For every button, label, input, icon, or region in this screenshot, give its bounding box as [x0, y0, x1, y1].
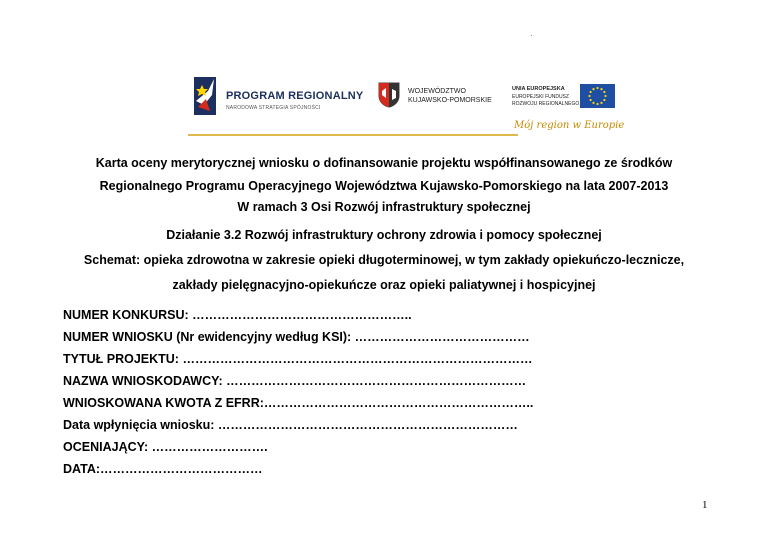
- document-heading-line-2: Regionalnego Programu Operacyjnego Województwa Kujawsko-Pomorskiego na lata 2007-2013: [99, 179, 669, 193]
- eu-fund-line2: ROZWOJU REGIONALNEGO: [512, 101, 580, 107]
- program-regionalny-icon: [194, 77, 216, 115]
- document-heading-line-5: Schemat: opieka zdrowotna w zakresie opieki długoterminowej, w tym zakłady opiekuńczo-lecznicze,: [83, 253, 685, 267]
- program-regionalny-logo: [194, 77, 364, 121]
- field-oceniajacy: OCENIAJĄCY: ……………………….: [63, 440, 268, 454]
- field-data-wplyniecia: Data wpłynięcia wniosku: ………………………………………………………………: [63, 418, 518, 432]
- field-numer-wniosku: NUMER WNIOSKU (Nr ewidencyjny według KSI): ……………………………………: [63, 330, 530, 344]
- eu-flag-icon: [580, 84, 615, 108]
- scan-dot: .: [530, 28, 533, 39]
- page-number: 1: [702, 499, 708, 511]
- program-subtitle: NARODOWA STRATEGIA SPÓJNOŚCI: [226, 105, 321, 111]
- document-heading-line-3: W ramach 3 Osi Rozwój infrastruktury społecznej: [237, 200, 531, 214]
- wojewodztwo-logo: [378, 82, 492, 112]
- region-name-line2: KUJAWSKO-POMORSKIE: [408, 97, 492, 104]
- motto-text: Mój region w Europie: [514, 120, 625, 131]
- field-wnioskowana-kwota: WNIOSKOWANA KWOTA Z EFRR:………………………………………………………..: [63, 396, 534, 410]
- field-tytul-projektu: TYTUŁ PROJEKTU: …………………………………………………………………………: [63, 352, 533, 366]
- coat-of-arms-icon: [378, 82, 400, 108]
- field-nazwa-wnioskodawcy: NAZWA WNIOSKODAWCY: ………………………………………………………………: [63, 374, 527, 388]
- document-heading-line-6: zakłady pielęgnacyjno-opiekuńcze oraz opieki paliatywnej i hospicyjnej: [172, 278, 596, 292]
- eu-name: UNIA EUROPEJSKA: [512, 86, 565, 92]
- field-numer-konkursu: NUMER KONKURSU: ……………………………………………..: [63, 308, 412, 322]
- document-heading-line-1: Karta oceny merytorycznej wniosku o dofinansowanie projektu współfinansowanego ze środków: [95, 156, 673, 170]
- logo-separator-line: [188, 133, 518, 137]
- logo-header: [188, 72, 625, 144]
- field-data: DATA:…………………………………: [63, 462, 263, 476]
- eu-logo: [510, 84, 620, 114]
- document-heading-line-4: Działanie 3.2 Rozwój infrastruktury ochrony zdrowia i pomocy społecznej: [166, 228, 602, 242]
- region-name-line1: WOJEWÓDZTWO: [408, 88, 466, 95]
- eu-fund-line1: EUROPEJSKI FUNDUSZ: [512, 94, 569, 100]
- program-title: PROGRAM REGIONALNY: [226, 90, 364, 102]
